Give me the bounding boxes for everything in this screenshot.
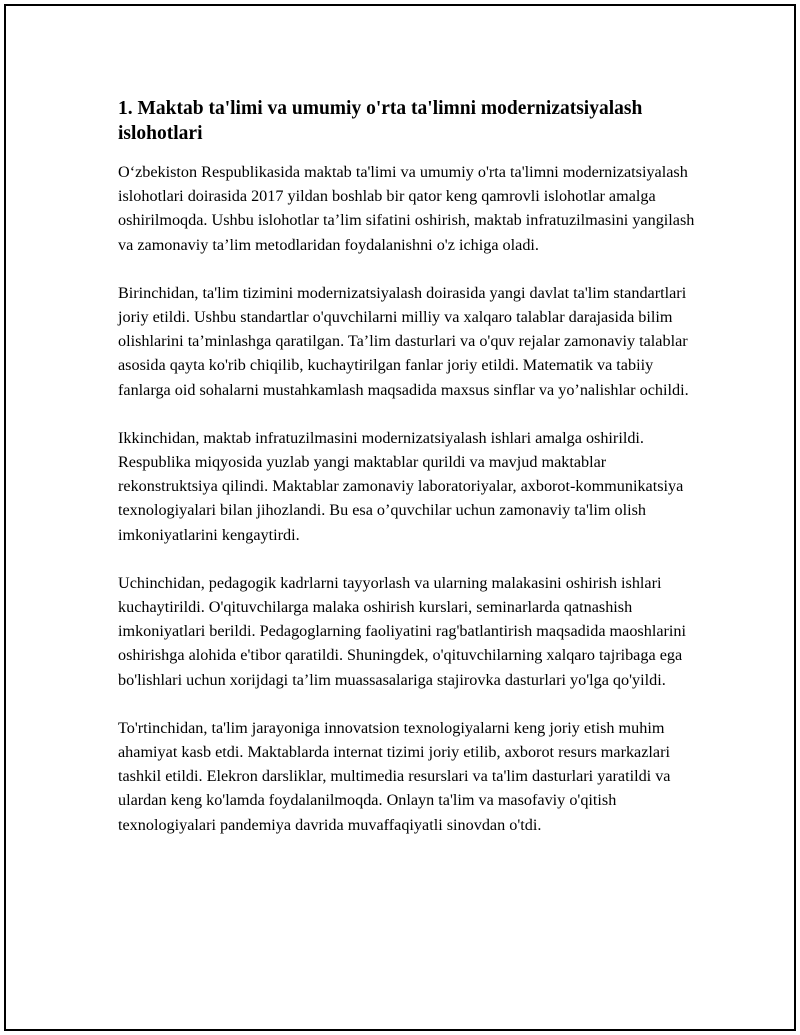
paragraph-fourth: To'rtinchidan, ta'lim jarayoniga innovatsion texnologiyalarni keng joriy etish muhim ahamiyat kasb etdi. Maktablarda internat tizimi joriy etilib, axborot resurs markazlari tashkil etildi. Elekron darsliklar, multimedia resurslari va ta'lim dasturlari yaratildi va ulardan keng ko'lamda foydalanilmoqda. Onlayn ta'lim va masofaviy o'qitish texnologiyalari pandemiya davrida muvaffaqiyatli sinovdan o'tdi. — [118, 718, 671, 834]
section-heading: 1. Maktab ta'limi va umumiy o'rta ta'limni modernizatsiyalash islohotlari — [118, 98, 643, 144]
paragraph-second: Ikkinchidan, maktab infratuzilmasini modernizatsiyalash ishlari amalga oshirildi. Respublika miqyosida yuzlab yangi maktablar qurildi va mavjud maktablar rekonstruktsiya qilindi. Maktablar zamonaviy laboratoriyalar, axborot-kommunikatsiya texnologiyalari bilan jihozlandi. Bu esa o’quvchilar uchun zamonaviy ta'lim olish imkoniyatlarini kengaytirdi. — [118, 428, 684, 544]
paragraph-first: Birinchidan, ta'lim tizimini modernizatsiyalash doirasida yangi davlat ta'lim standartlari joriy etildi. Ushbu standartlar o'quvchilarni milliy va xalqaro talablar darajasida bilim olishlarini ta’minlashga qaratilgan. Ta’lim dasturlari va o'quv rejalar zamonaviy talablar asosida qayta ko'rib chiqilib, kuchaytirilgan fanlar joriy etildi. Matematik va tabiiy fanlarga oid sohalarni mustahkamlash maqsadida maxsus sinflar va yo’nalishlar ochildi. — [118, 283, 689, 399]
document-body — [118, 96, 698, 861]
paragraph-intro: O‘zbekiston Respublikasida maktab ta'limi va umumiy o'rta ta'limni modernizatsiyalash islohotlari doirasida 2017 yildan boshlab bir qator keng qamrovli islohotlar amalga oshirilmoqda. Ushbu islohotlar ta’lim sifatini oshirish, maktab infratuzilmasini yangilash va zamonaviy ta’lim metodlaridan foydalanishni o'z ichiga oladi. — [118, 163, 695, 254]
paragraph-third: Uchinchidan, pedagogik kadrlarni tayyorlash va ularning malakasini oshirish ishlari kuchaytirildi. O'qituvchilarga malaka oshirish kurslari, seminarlarda qatnashish imkoniyatlari berildi. Pedagoglarning faoliyatini rag'batlantirish maqsadida maoshlarini oshirishga alohida e'tibor qaratildi. Shuningdek, o'qituvchilarning xalqaro tajribaga ega bo'lishlari uchun xorijdagi ta’lim muassasalariga stajirovka dasturlari yo'lga qo'yildi. — [118, 573, 686, 689]
